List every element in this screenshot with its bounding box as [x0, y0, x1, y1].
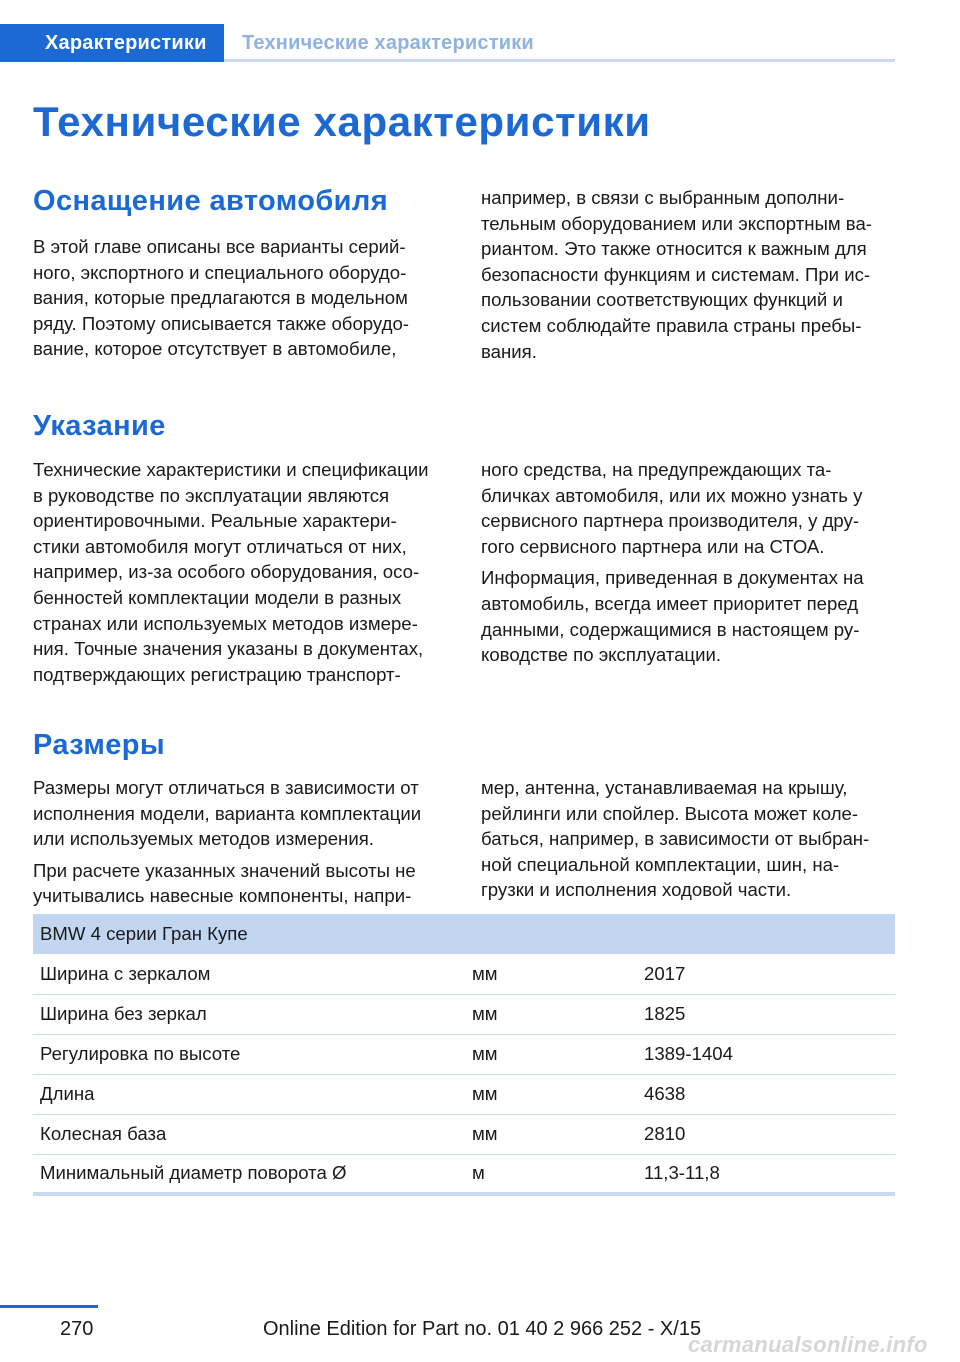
- table-row: [33, 954, 895, 994]
- section-heading-equipment: Оснащение автомобиля: [33, 185, 389, 217]
- section-heading-note: Указание: [33, 410, 166, 442]
- table-cell-value: 1389-1404: [637, 1034, 895, 1074]
- section-equipment-left-text: [33, 234, 448, 368]
- paragraph: Размеры могут отличаться в зависимости от исполнения модели, варианта комплектации или используемых методов измерения.: [33, 777, 422, 850]
- table-row: [33, 994, 895, 1034]
- table-cell-parameter: Длина: [33, 1074, 465, 1114]
- table-row: [33, 1154, 895, 1194]
- table-cell-unit: мм: [465, 1034, 637, 1074]
- table-cell-value: 2017: [637, 954, 895, 994]
- table-cell-parameter: Колесная база: [33, 1114, 465, 1154]
- header-divider: [224, 59, 895, 62]
- table-cell-parameter: Минимальный диаметр поворота Ø: [33, 1154, 465, 1194]
- table-cell-value: 2810: [637, 1114, 895, 1154]
- table-cell-value: 4638: [637, 1074, 895, 1114]
- section-dimensions-left-text: [33, 775, 448, 915]
- paragraph: Технические характеристики и спецификации в руководстве по эксплуатации являются ориентировочными. Реальные характери- стики автомобиля могут отличаться от них, например, из-за особого оборудования, осо- бенностей комплектации модели в разных странах или используемых методов измере- ния. Точные значения указаны в документах, подтверждающих регистрацию транспорт-: [33, 459, 429, 685]
- page-number: 270: [60, 1318, 94, 1340]
- table-cell-parameter: Регулировка по высоте: [33, 1034, 465, 1074]
- table-cell-value: 1825: [637, 994, 895, 1034]
- tab-characteristics[interactable]: Характеристики: [0, 24, 224, 62]
- tab-technical-characteristics[interactable]: Технические характеристики: [242, 32, 534, 54]
- table-cell-unit: мм: [465, 1114, 637, 1154]
- paragraph: мер, антенна, устанавливаемая на крышу, рейлинги или спойлер. Высота может коле- баться, например, в зависимости от выбран- ной специальной комплектации, шин, на- грузки и исполнения ходовой части.: [481, 777, 870, 901]
- dimensions-table: [33, 914, 895, 1196]
- page-title: Технические характеристики: [33, 98, 651, 145]
- table-cell-unit: мм: [465, 994, 637, 1034]
- table-cell-value: 11,3-11,8: [637, 1154, 895, 1194]
- table-row: [33, 1034, 895, 1074]
- paragraph: например, в связи с выбранным дополни- тельным оборудованием или экспортным ва- риантом. Это также относится к важным для безопасности функциям и системам. При ис- пользовании соответствующих функций и систем соблюдайте правила страны пребы- вания.: [481, 187, 872, 362]
- section-heading-dimensions: Размеры: [33, 729, 165, 761]
- watermark: carmanualsonline.info: [688, 1332, 928, 1357]
- table-cell-unit: мм: [465, 1074, 637, 1114]
- paragraph: При расчете указанных значений высоты не учитывались навесные компоненты, напри-: [33, 859, 416, 907]
- table-row: [33, 1114, 895, 1154]
- paragraph: В этой главе описаны все варианты серий- ного, экспортного и специального оборудо- вания, которые предлагаются в модельном ряду. Поэтому описывается также оборудо- вание, которое отсутствует в автомобиле,: [33, 236, 409, 360]
- paragraph: Информация, приведенная в документах на автомобиль, всегда имеет приоритет перед данными, содержащимися в настоящем ру- ководстве по эксплуатации.: [481, 567, 864, 666]
- chapter-header: [0, 24, 895, 64]
- table-cell-parameter: Ширина с зеркалом: [33, 954, 465, 994]
- table-row: [33, 1074, 895, 1114]
- table-cell-unit: м: [465, 1154, 637, 1194]
- table-title: BMW 4 серии Гран Купе: [33, 914, 895, 954]
- edition-note: Online Edition for Part no. 01 40 2 966 252 - X/15: [263, 1318, 702, 1340]
- footer-accent-line: [0, 1305, 98, 1308]
- table-header-row: [33, 914, 895, 954]
- section-note-right-text: [481, 457, 896, 674]
- table-cell-unit: мм: [465, 954, 637, 994]
- section-note-left-text: [33, 457, 448, 693]
- section-equipment-right-text: [481, 185, 896, 370]
- paragraph: ного средства, на предупреждающих та- бличках автомобиля, или их можно узнать у сервисного партнера производителя, у дру- гого сервисного партнера или на СТОА.: [481, 459, 863, 557]
- table-cell-parameter: Ширина без зеркал: [33, 994, 465, 1034]
- section-dimensions-right-text: [481, 775, 896, 909]
